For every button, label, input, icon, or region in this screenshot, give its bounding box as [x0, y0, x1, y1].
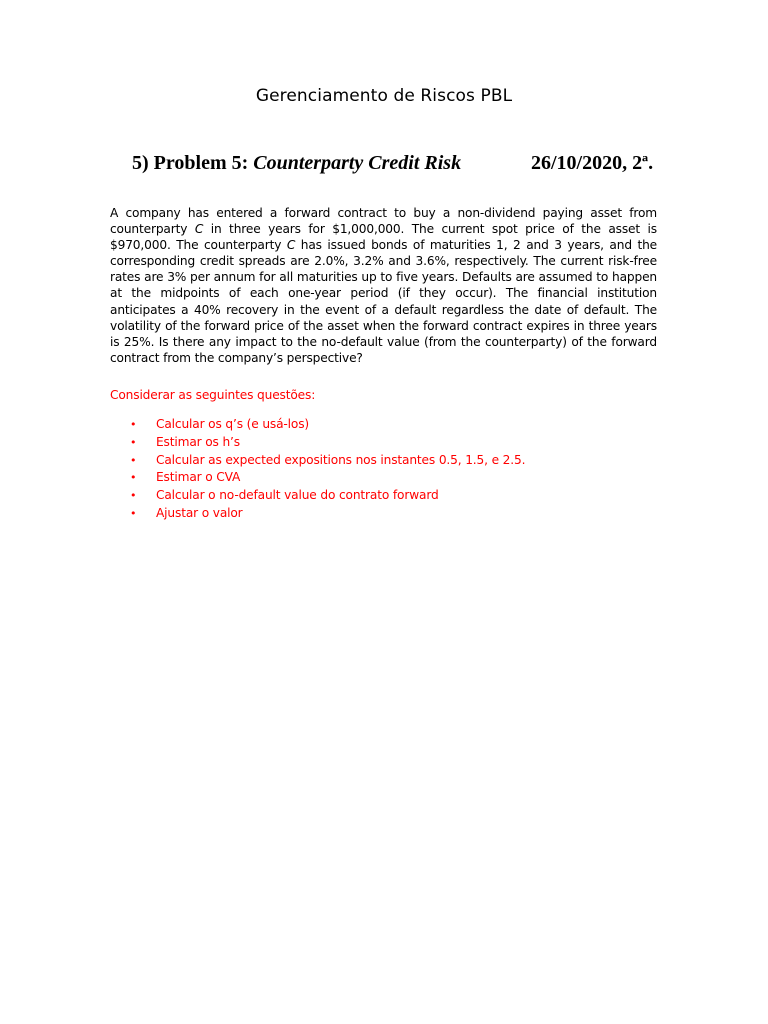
bullet-icon: •	[130, 506, 137, 520]
statement-part-1: A company has entered a forward contract to buy a non-dividend paying asset from counterparty	[110, 206, 657, 237]
list-item	[130, 434, 525, 452]
list-item	[130, 416, 525, 434]
list-item	[130, 452, 525, 470]
problem-topic: Counterparty Credit Risk	[253, 152, 462, 174]
bullet-icon: •	[130, 489, 137, 503]
statement-part-2: in three years for $1,000,000. The current spot price of the asset is $970,000. The counterparty	[110, 222, 657, 253]
problem-statement	[110, 205, 657, 366]
bullet-icon: •	[130, 471, 137, 485]
bullet-icon: •	[130, 453, 137, 467]
list-item-text: Calcular as expected expositions nos instantes 0.5, 1.5, e 2.5.	[156, 452, 526, 467]
list-item	[130, 505, 525, 523]
list-item	[130, 469, 525, 487]
list-item-text: Calcular o no-default value do contrato forward	[156, 488, 439, 503]
bullet-icon: •	[130, 435, 137, 449]
list-item-text: Estimar o CVA	[156, 470, 241, 485]
list-item-text: Estimar os h’s	[156, 434, 240, 449]
list-item-text: Calcular os q’s (e usá-los)	[156, 417, 310, 431]
considerations-heading: Considerar as seguintes questões:	[110, 388, 316, 402]
bullet-icon: •	[130, 418, 137, 431]
list-item	[130, 487, 525, 505]
counterparty-symbol: C	[286, 238, 296, 253]
list-item-text: Ajustar o valor	[156, 505, 243, 520]
problem-label: 5) Problem 5:	[132, 152, 254, 174]
problem-date: 26/10/2020, 2ª.	[531, 152, 654, 174]
problem-heading	[132, 152, 662, 175]
document-title: Gerenciamento de Riscos PBL	[255, 86, 513, 106]
statement-part-3: has issued bonds of maturities 1, 2 and 3 years, and the corresponding credit spreads are 2.0%, 3.2% and 3.6%, respectively. The current risk-free rates are 3% per annum for all maturities up to five years. Defaults are assumed to happen at the midpoints of each one-year period (if they occur). The financial institution anticipates a 40% recovery in the event of a default regardless the date of default. The volatility of the forward price of the asset when the forward contract expires in three years is 25%. Is there any impact to the no-default value (from the counterparty) of the forward contract from the company’s perspective?	[110, 238, 658, 365]
counterparty-symbol: C	[194, 222, 204, 237]
considerations-list	[130, 416, 525, 523]
